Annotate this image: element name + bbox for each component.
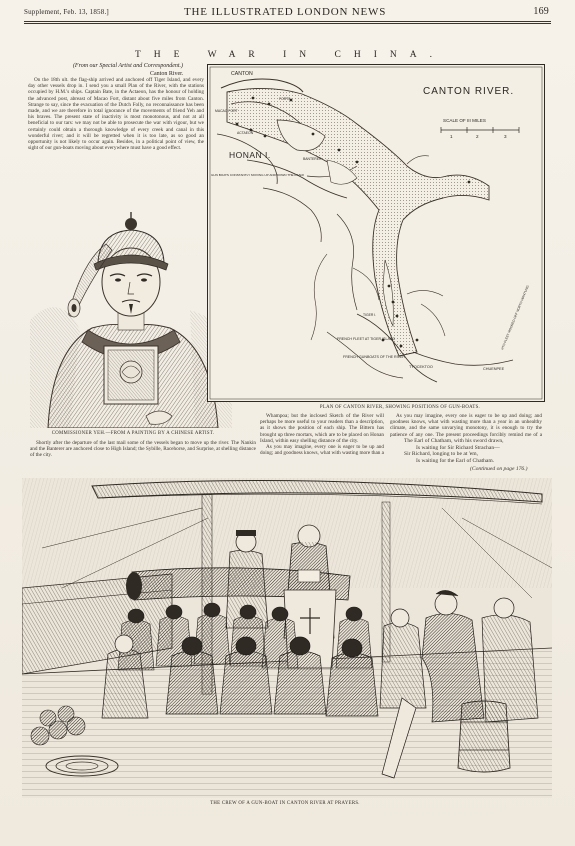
map-label-banterer: BANTERER: [303, 157, 322, 161]
article-paragraph-4: As you may imagine, every one is eager to be up and doing; and goodness knows, what with wasting more than a: [260, 444, 384, 455]
article-column-3: [390, 413, 542, 437]
commissioner-yeh-portrait: [30, 180, 232, 428]
map-label-tyocektoo: TYOCEKTOO: [409, 365, 433, 369]
map-label-gun-boats: GUN BOATS CONSTANTLY MOVING UP AND DOWN THE RIVER: [211, 173, 304, 177]
map-label-macao-fort: MACAO FORT: [215, 109, 238, 113]
map-label-canton: CANTON: [231, 71, 253, 77]
publication-title: THE ILLUSTRATED LONDON NEWS: [184, 6, 387, 18]
map-label-honan: HONAN I.: [229, 150, 271, 160]
article-column-4: [30, 440, 256, 462]
map-label-hth-fleet: HTH FLEET MOORED OFF NORTH WANTUNG: [500, 284, 530, 351]
verse-line-4: Is waiting for the Earl of Chatham.: [416, 457, 495, 464]
deck-caption: THE CREW OF A GUN-BOAT IN CANTON RIVER AT PRAYERS.: [210, 801, 360, 806]
page-number: 169: [533, 6, 549, 17]
article-location: Canton River.: [150, 71, 184, 77]
article-title: THE WAR IN CHINA.: [134, 50, 445, 60]
article-byline: (From our Special Artist and Correspondent.): [72, 63, 184, 69]
map-scale-tick-1: 1: [450, 134, 453, 139]
portrait-caption: COMMISSIONER YEH.—FROM A PAINTING BY A CHINESE ARTIST.: [51, 431, 215, 436]
verse-line-2: Is waiting for Sir Richard Strachan—: [416, 444, 500, 451]
map-scale-tick-3: 3: [504, 134, 507, 139]
canton-river-map: [207, 64, 545, 402]
map-label-chuenpee: CHUENPEE: [483, 367, 505, 371]
verse-line-3: Sir Richard, longing to be at 'em,: [404, 451, 479, 458]
article-column-1: [28, 77, 204, 173]
article-paragraph-4-cont: As you may imagine, every one is eager to be up and doing; and goodness knows, what with wasting more than a year in an unhealthy climate, and the same unvarying monotony, it is enough to try the patience of any one. The present proceedings forcibly remind me of a: [390, 413, 542, 437]
map-label-french-fleet: FRENCH FLEET AT TIGER ISLAND: [337, 337, 396, 341]
continued-note: (Continued on page 176.): [470, 466, 528, 472]
gun-boat-crew-engraving: [22, 478, 552, 798]
article-paragraph-3: Whampoa; but the inclosed Sketch of the River will perhaps be more useful to your readers than a description, as it shows the position of each ship. The Bittern has brought up three mortars, which are to be placed on Honan Island, within easy shelling distance of the city.: [260, 413, 384, 444]
map-label-forts: FORTS: [279, 97, 291, 101]
map-label-tiger-island: TIGER I.: [363, 313, 377, 317]
article-column-2: [260, 413, 384, 455]
map-label-french-gunboats: FRENCH GUNBOATS OF THE RIVER: [343, 355, 405, 359]
map-caption: PLAN OF CANTON RIVER, SHOWING POSITIONS OF GUN-BOATS.: [319, 405, 481, 410]
article-paragraph-2: Shortly after the departure of the last mail some of the vessels began to move up the river. The Nankin and the Banterer are anchored close to High Island; the Sybille, Racehorse, and Surprise, at shelling distance of the city.: [30, 440, 256, 459]
header-rule-thin: [24, 23, 551, 24]
map-label-actaeon: ACTAEON: [237, 131, 254, 135]
article-paragraph-1: On the 18th ult. the flag-ship arrived and anchored off Tiger Island, and every day other vessels drop in. I send you a small Plan of the River, with the stations occupied by H.M.'s ships. Captain Bate, in the Actaeon, has the honour of holding the advanced post, abreast of Macao Fort, distant about five miles from Canton. Strange to say, since the evacuation of the Dutch Folly, no reconnaissance has been made, and we are therefore in total ignorance of the movements of friend Yeh and his braves. The present state of inactivity is most monotonous, and not at all beneficial to our tars: we may not be able to prosecute the war with vigour, but we certainly could obtain a thorough knowledge of every creek and canal in this wonderful river; and it will be regretted when it is too late, as so good an opportunity is not likely to occur again. Besides, in a political point of view, the sight of our gun-boats moving about everywhere must have a good effect.: [28, 77, 204, 152]
map-scale-label: SCALE OF III MILES: [443, 118, 486, 123]
verse-line-1: The Earl of Chatham, with his sword drawn,: [404, 438, 504, 444]
doggerel-verse: [404, 438, 504, 464]
supplement-date: Supplement, Feb. 13, 1858.]: [24, 8, 109, 16]
map-title: CANTON RIVER.: [423, 86, 515, 97]
header-rule: [24, 21, 551, 22]
map-scale-tick-2: 2: [476, 134, 479, 139]
masthead: [24, 6, 551, 20]
